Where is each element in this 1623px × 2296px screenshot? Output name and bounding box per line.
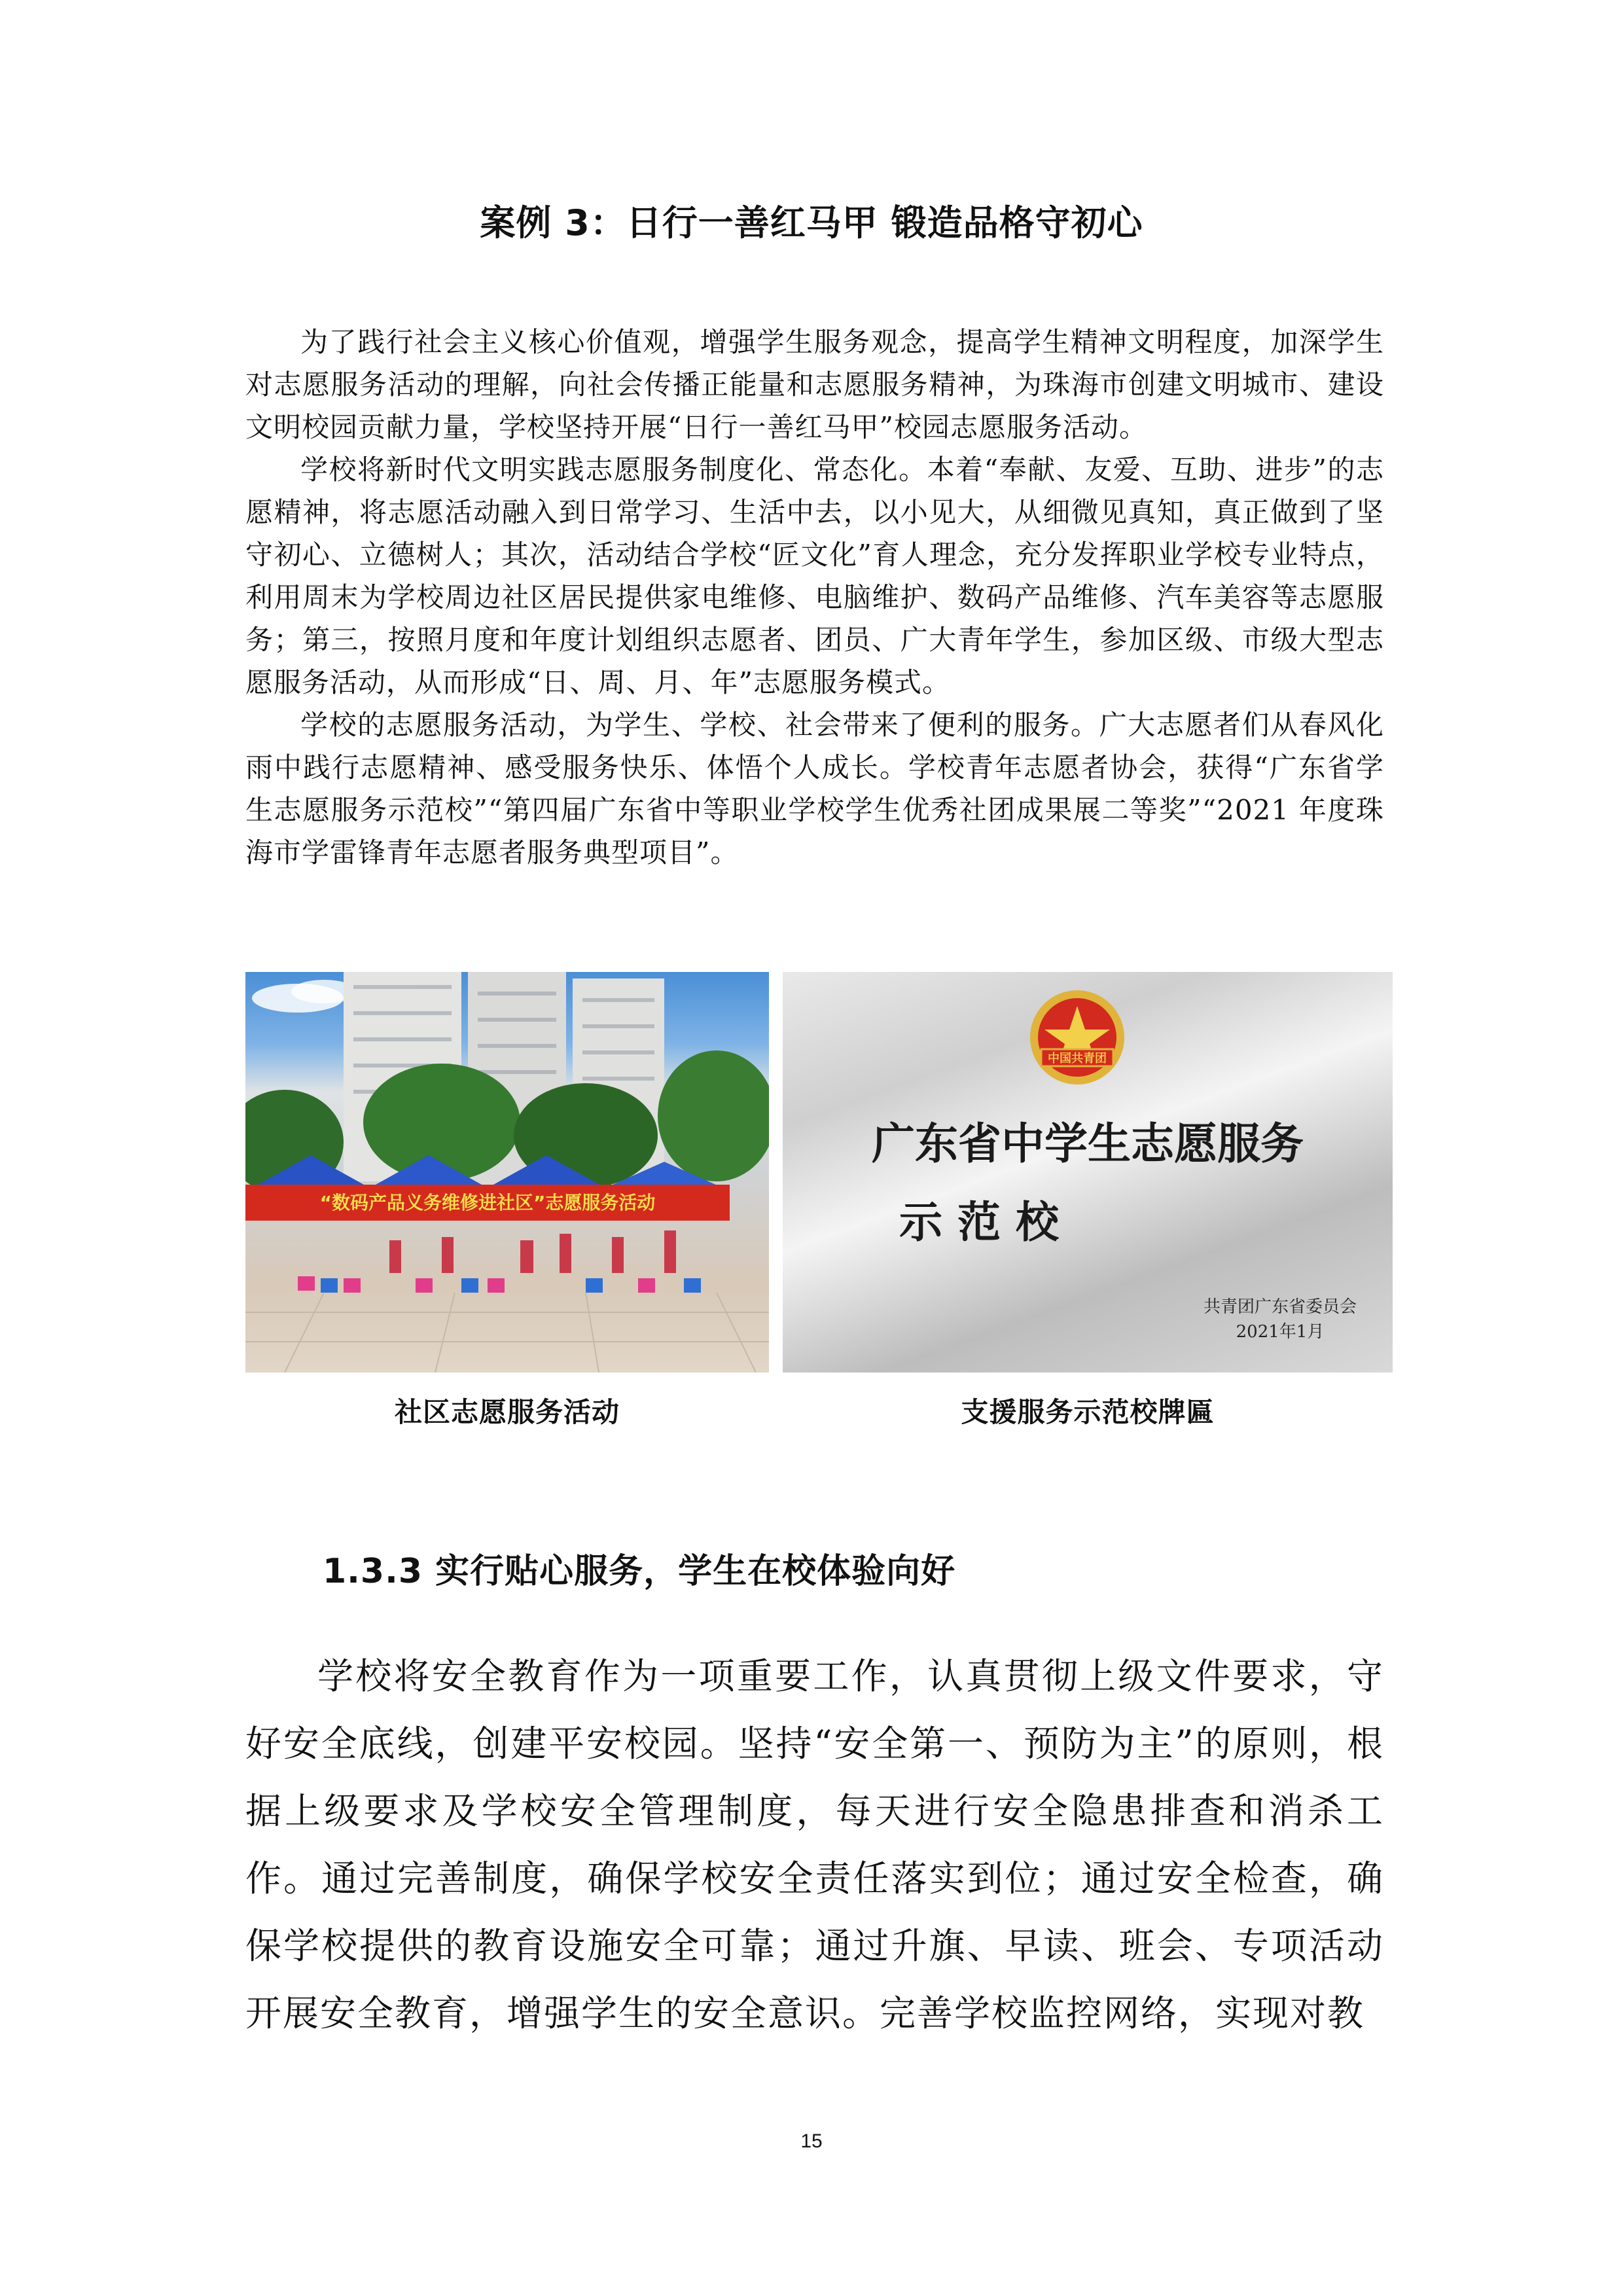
community-service-photo bbox=[245, 972, 769, 1372]
case-paragraph-1: 为了践行社会主义核心价值观，增强学生服务观念，提高学生精神文明程度，加深学生对志愿服务活动的理解，向社会传播正能量和志愿服务精神，为珠海市创建文明城市、建设文明校园贡献力量，学校坚持开展“日行一善红马甲”校园志愿服务活动。 bbox=[245, 326, 1384, 443]
section-body bbox=[245, 1643, 1384, 2047]
plaque-issuer: 共青团广东省委员会 bbox=[1203, 1297, 1357, 1317]
plaque-illustration bbox=[783, 972, 1393, 1372]
community-service-illustration bbox=[245, 972, 769, 1372]
case-title: 案例 3：日行一善红马甲 锻造品格守初心 bbox=[480, 202, 1143, 243]
case-paragraph-2: 学校将新时代文明实践志愿服务制度化、常态化。本着“奉献、友爱、互助、进步”的志愿精神，将志愿活动融入到日常学习、生活中去，以小见大，从细微见真知，真正做到了坚守初心、立德树人；其次，活动结合学校“匠文化”育人理念，充分发挥职业学校专业特点，利用周末为学校周边社区居民提供家电维修、电脑维护、数码产品维修、汽车美容等志愿服务；第三，按照月度和年度计划组织志愿者、团员、广大青年学生，参加区级、市级大型志愿服务活动，从而形成“日、周、月、年”志愿服务模式。 bbox=[245, 454, 1384, 698]
plaque-date: 2021年1月 bbox=[1236, 1322, 1325, 1342]
plaque-line-2: 示 范 校 bbox=[899, 1196, 1059, 1247]
plaque-line-1: 广东省中学生志愿服务 bbox=[872, 1118, 1304, 1169]
emblem-text: 中国共青团 bbox=[1048, 1052, 1107, 1066]
case-body bbox=[245, 321, 1384, 874]
section-heading: 1.3.3 实行贴心服务，学生在校体验向好 bbox=[323, 1552, 956, 1591]
case-paragraph-3: 学校的志愿服务活动，为学生、学校、社会带来了便利的服务。广大志愿者们从春风化雨中践行志愿精神、感受服务快乐、体悟个人成长。学校青年志愿者协会，获得“广东省学生志愿服务示范校”“第四届广东省中等职业学校学生优秀社团成果展二等奖”“2021 年度珠海市学雷锋青年志愿者服务典型项目”。 bbox=[245, 709, 1384, 869]
banner-text: “数码产品义务维修进社区”志愿服务活动 bbox=[319, 1192, 656, 1213]
caption-plaque: 支援服务示范校牌匾 bbox=[961, 1396, 1215, 1428]
caption-community-service: 社区志愿服务活动 bbox=[394, 1396, 620, 1428]
page-number: 15 bbox=[800, 2130, 823, 2152]
plaque-photo bbox=[783, 972, 1393, 1372]
section-paragraph-1: 学校将安全教育作为一项重要工作，认真贯彻上级文件要求，守好安全底线，创建平安校园。坚持“安全第一、预防为主”的原则，根据上级要求及学校安全管理制度，每天进行安全隐患排查和消杀工作。通过完善制度，确保学校安全责任落实到位；通过安全检查，确保学校提供的教育设施安全可靠；通过升旗、早读、班会、专项活动开展安全教育，增强学生的安全意识。完善学校监控网络，实现对教 bbox=[245, 1655, 1384, 2034]
youth-league-emblem-icon bbox=[1030, 990, 1124, 1085]
